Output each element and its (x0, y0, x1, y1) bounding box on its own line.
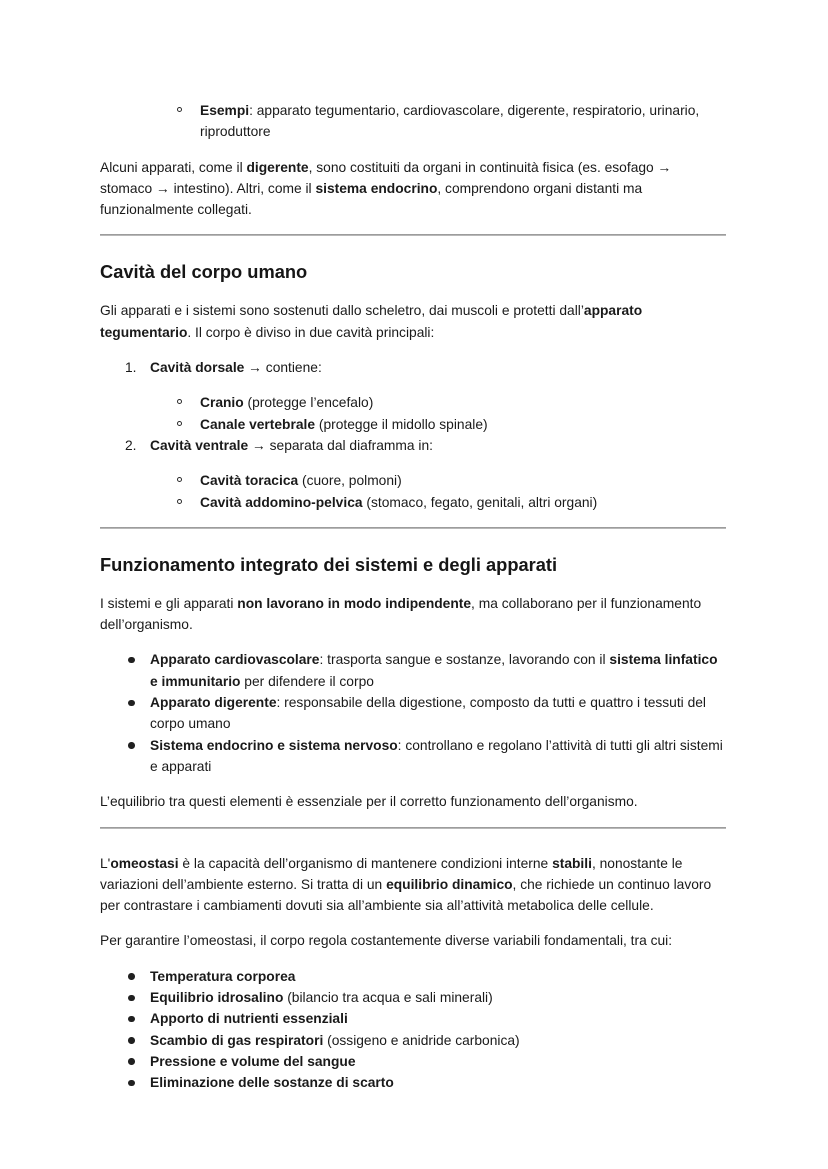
bullet-item-idrosalino (100, 987, 726, 1008)
list-item-text: Cavità addomino-pelvica (stomaco, fegato, genitali, altri organi) (200, 494, 598, 510)
list-item-text: Cavità toracica (cuore, polmoni) (200, 473, 402, 489)
list-item-text: Equilibrio idrosalino (bilancio tra acqua e sali minerali) (150, 990, 493, 1006)
filled-bullet-icon (128, 742, 135, 749)
list-item-text: Canale vertebrale (protegge il midollo spinale) (200, 416, 488, 432)
hollow-bullet-icon (177, 107, 182, 112)
dorsale-sublist (150, 392, 726, 435)
list-item-text: Apparato digerente: responsabile della digestione, composto da tutti e quattro i tessuti del corpo umano (150, 695, 706, 732)
hollow-bullet-icon (177, 499, 182, 504)
sub-item-canale (150, 414, 726, 435)
sub-item-cranio (150, 392, 726, 413)
list-item-esempi (100, 100, 726, 143)
paragraph-funzionamento-intro: I sistemi e gli apparati non lavorano in modo indipendente, ma collaborano per il funzionamento dell’organismo. (100, 595, 702, 633)
filled-bullet-icon (128, 1037, 135, 1044)
list-item-text: Apparato cardiovascolare: trasporta sangue e sostanze, lavorando con il sistema linfatico e immunitario per difendere il corpo (150, 652, 718, 689)
hollow-bullet-icon (177, 399, 182, 404)
list-item-text: Apporto di nutrienti essenziali (150, 1011, 348, 1027)
list-item-text: Temperatura corporea (150, 968, 296, 984)
filled-bullet-icon (128, 973, 135, 980)
list-item-text: Cavità dorsale → contiene: (150, 360, 322, 376)
sub-item-toracica (150, 470, 726, 491)
bullet-item-cardiovascolare (100, 649, 726, 692)
paragraph-omeostasi: L'omeostasi è la capacità dell’organismo di mantenere condizioni interne stabili, nonostante le variazioni dell’ambiente esterno. Si tratta di un equilibrio dinamico, che richiede un continuo lavoro per contrastare i cambiamenti dovuti sia all’ambiente sia all’attività metabolica delle cellule. (100, 855, 712, 914)
list-item-text: Esempi: apparato tegumentario, cardiovascolare, digerente, respiratorio, urinario, riproduttore (200, 103, 700, 140)
paragraph-apparati: Alcuni apparati, come il digerente, sono costituiti da organi in continuità fisica (es. esofago → stomaco → intestino). Altri, come il sistema endocrino, comprendono organi distanti ma funzionalmente collegati. (100, 159, 672, 218)
hollow-bullet-icon (177, 477, 182, 482)
bullet-item-pressione (100, 1051, 726, 1072)
cavita-numbered-list (100, 357, 726, 513)
heading-funzionamento: Funzionamento integrato dei sistemi e degli apparati (100, 553, 558, 575)
filled-bullet-icon (128, 657, 135, 664)
list-item-text: Pressione e volume del sangue (150, 1053, 356, 1069)
paragraph-omeostasi-variabili: Per garantire l’omeostasi, il corpo regola costantemente diverse variabili fondamentali, tra cui: (100, 933, 673, 949)
divider (100, 827, 726, 829)
funzionamento-bullet-list (100, 649, 726, 777)
bullet-item-scarto (100, 1072, 726, 1093)
filled-bullet-icon (128, 995, 135, 1002)
paragraph-equilibrio: L’equilibrio tra questi elementi è essenziale per il corretto funzionamento dell’organismo. (100, 794, 638, 810)
bullet-item-temperatura (100, 966, 726, 987)
examples-list (100, 100, 726, 143)
filled-bullet-icon (128, 700, 135, 707)
document-content (100, 100, 726, 1108)
filled-bullet-icon (128, 1016, 135, 1023)
filled-bullet-icon (128, 1058, 135, 1065)
heading-cavita: Cavità del corpo umano (100, 261, 308, 283)
list-item-text: Cavità ventrale → separata dal diaframma in: (150, 437, 433, 453)
list-item-text: Cranio (protegge l’encefalo) (200, 395, 374, 411)
list-item-text: Scambio di gas respiratori (ossigeno e anidride carbonica) (150, 1032, 520, 1048)
filled-bullet-icon (128, 1080, 135, 1087)
paragraph-cavita-intro: Gli apparati e i sistemi sono sostenuti dallo scheletro, dai muscoli e protetti dall’apparato tegumentario. Il corpo è diviso in due cavità principali: (100, 303, 643, 340)
bullet-item-endocrino-nervoso (100, 735, 726, 778)
bullet-item-gas (100, 1030, 726, 1051)
numbered-item-dorsale (100, 357, 726, 435)
list-number: 1. (125, 360, 137, 376)
divider (100, 527, 726, 529)
bullet-item-nutrienti (100, 1008, 726, 1029)
ventrale-sublist (150, 470, 726, 513)
sub-item-addomino (150, 492, 726, 513)
divider (100, 234, 726, 236)
numbered-item-ventrale (100, 435, 726, 513)
hollow-bullet-icon (177, 421, 182, 426)
list-item-text: Sistema endocrino e sistema nervoso: controllano e regolano l’attività di tutti gli altri sistemi e apparati (150, 737, 723, 774)
list-item-text: Eliminazione delle sostanze di scarto (150, 1075, 394, 1091)
list-number: 2. (125, 437, 137, 453)
bullet-item-digerente (100, 692, 726, 735)
omeostasi-bullet-list (100, 966, 726, 1094)
